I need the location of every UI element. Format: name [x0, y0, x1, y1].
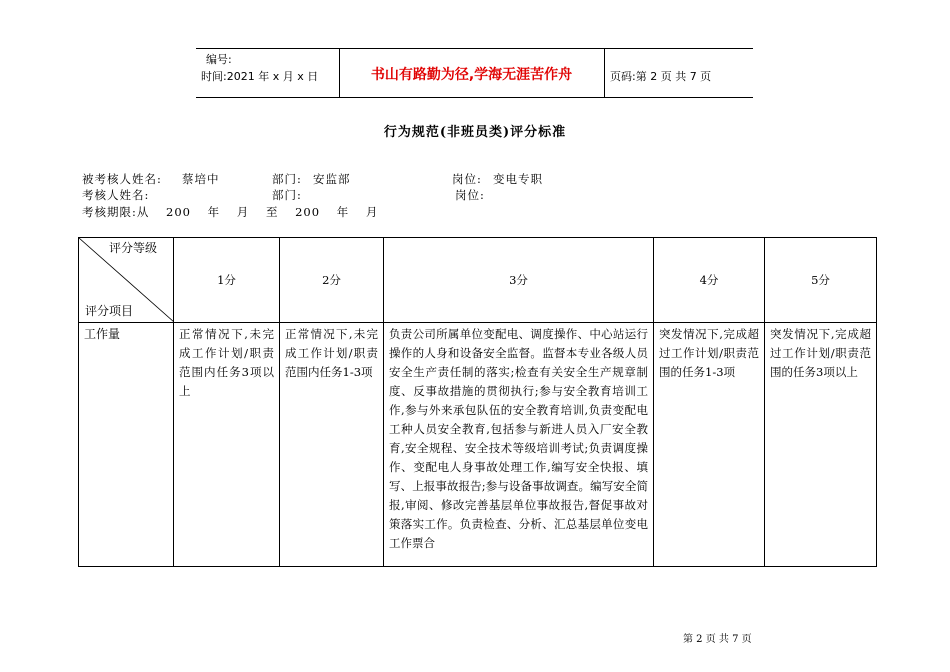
- department-label: 部门:: [272, 172, 302, 186]
- score-cell-3: 负责公司所属单位变配电、调度操作、中心站运行操作的人身和设备安全监督。监督本专业各级人员安全生产责任制的落实;检查有关安全生产规章制度、反事故措施的贯彻执行;参与安全教育培训工作,参与外来承包队伍的安全教育培训,负责变配电工种人员安全教育,包括参与新进人员入厂安全教育,安全规程、安全技术等级培训考试;负责调度操作、变配电人身事故处理工作,编写安全快报、填写、上报事故报告;参与设备事故调查。编写安全简报,审阅、修改完善基层单位事故报告,督促事故对策落实工作。负责检查、分析、汇总基层单位变电工作票合: [384, 323, 654, 567]
- assessment-period: 考核期限:从 200 年 月 至 200 年 月: [82, 205, 379, 219]
- score-cell-2: 正常情况下,未完成工作计划/职责范围内任务1-3项: [280, 323, 384, 567]
- scoring-table: [78, 237, 877, 567]
- score-cell-4: 突发情况下,完成超过工作计划/职责范围的任务1-3项: [654, 323, 765, 567]
- header-motto: 书山有路勤为径,学海无涯苦作舟: [370, 67, 573, 83]
- corner-header-cell: [79, 238, 174, 323]
- row-item-label: 工作量: [79, 323, 174, 567]
- item-axis-label: 评分项目: [85, 304, 134, 318]
- assessee-label: 被考核人姓名:: [82, 172, 162, 186]
- header-page-label: 页码:第 2 页 共 7 页: [610, 70, 712, 83]
- grade-header-1: 1分: [174, 238, 280, 323]
- post-label: 岗位:: [452, 172, 482, 186]
- score-cell-1: 正常情况下,未完成工作计划/职责范围内任务3项以上: [174, 323, 280, 567]
- department-value: 安监部: [313, 172, 351, 186]
- page-header: [196, 48, 753, 98]
- grade-header-4: 4分: [654, 238, 765, 323]
- header-time-label: 时间:2021 年 x 月 x 日: [201, 70, 319, 83]
- table-row: [79, 323, 877, 567]
- grade-axis-label: 评分等级: [108, 241, 157, 255]
- post-value: 变电专职: [493, 172, 543, 186]
- table-header-row: [79, 238, 877, 323]
- grade-header-5: 5分: [765, 238, 877, 323]
- score-cell-5: 突发情况下,完成超过工作计划/职责范围的任务3项以上: [765, 323, 877, 567]
- page-footer: 第 2 页 共 7 页: [683, 634, 752, 645]
- document-title: 行为规范(非班员类)评分标准: [383, 125, 567, 140]
- assessor-department-label: 部门:: [272, 188, 302, 202]
- assessor-label: 考核人姓名:: [82, 188, 150, 202]
- assessee-name: 蔡培中: [182, 172, 220, 186]
- header-divider: [604, 49, 605, 97]
- assessor-post-label: 岗位:: [455, 188, 485, 202]
- grade-header-3: 3分: [384, 238, 654, 323]
- grade-header-2: 2分: [280, 238, 384, 323]
- header-number-label: 编号:: [206, 53, 232, 66]
